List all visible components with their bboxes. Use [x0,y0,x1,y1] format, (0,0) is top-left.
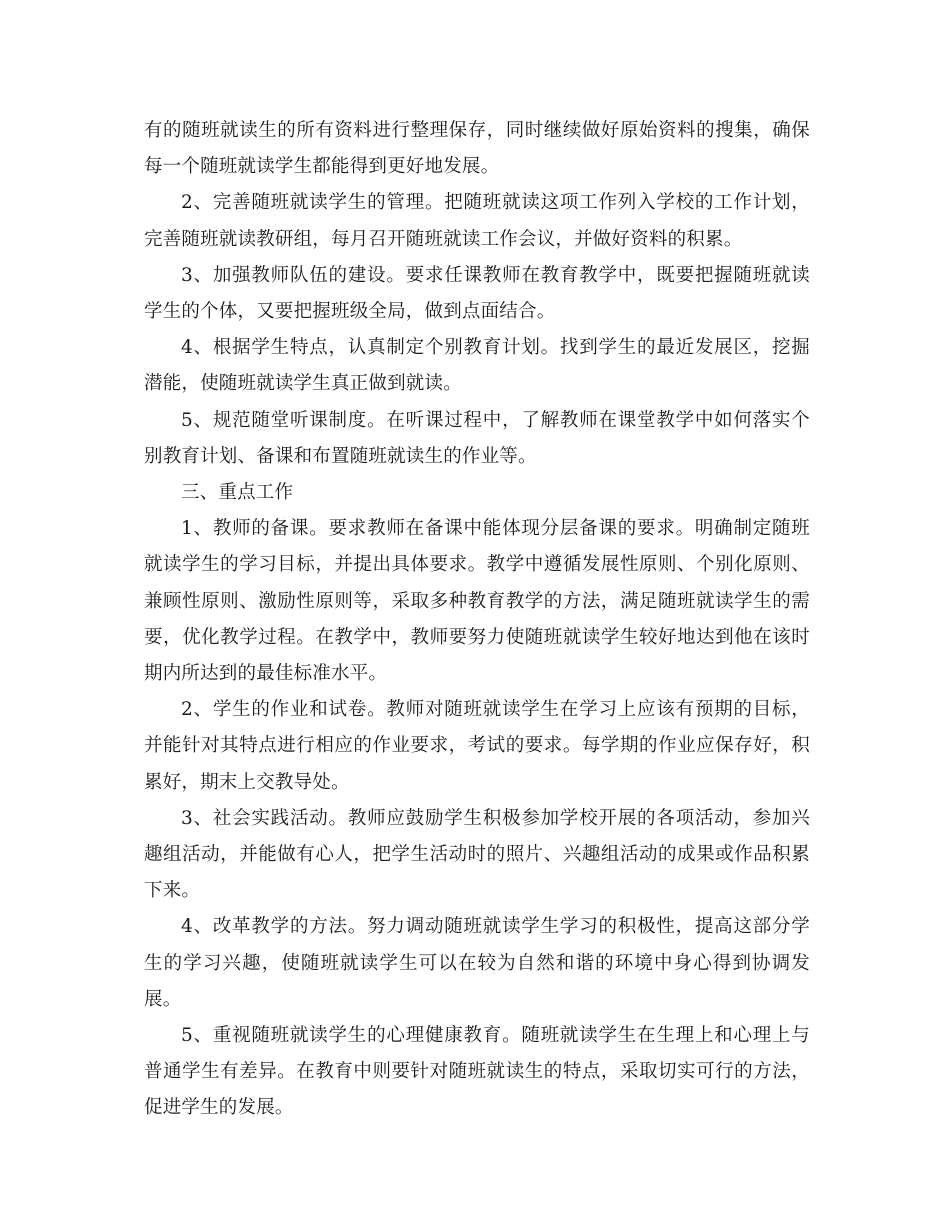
paragraph-4: 4、根据学生特点，认真制定个别教育计划。找到学生的最近发展区，挖掘潜能，使随班就读学生真正做到就读。 [144,337,810,395]
paragraph-2: 2、完善随班就读学生的管理。把随班就读这项工作列入学校的工作计划，完善随班就读教研组，每月召开随班就读工作会议，并做好资料的积累。 [144,192,810,250]
paragraph-7: 2、学生的作业和试卷。教师对随班就读学生在学习上应该有预期的目标，并能针对其特点进行相应的作业要求，考试的要求。每学期的作业应保存好，积累好，期末上交教导处。 [144,699,810,793]
section-heading: 三、重点工作 [181,482,294,504]
paragraph-1: 有的随班就读生的所有资料进行整理保存，同时继续做好原始资料的搜集，确保每一个随班就读学生都能得到更好地发展。 [144,120,810,178]
paragraph-10: 5、重视随班就读学生的心理健康教育。随班就读学生在生理上和心理上与普通学生有差异。在教育中则要针对随班就读生的特点，采取切实可行的方法，促进学生的发展。 [144,1025,810,1119]
paragraph-3: 3、加强教师队伍的建设。要求任课教师在教育教学中，既要把握随班就读学生的个体，又要把握班级全局，做到点面结合。 [144,264,810,323]
paragraph-8: 3、社会实践活动。教师应鼓励学生积极参加学校开展的各项活动，参加兴趣组活动，并能做有心人，把学生活动时的照片、兴趣组活动的成果或作品积累下来。 [144,807,810,902]
paragraph-6: 1、教师的备课。要求教师在备课中能体现分层备课的要求。明确制定随班就读学生的学习目标，并提出具体要求。教学中遵循发展性原则、个别化原则、兼顾性原则、激励性原则等，采取多种教育教学的方法，满足随班就读学生的需要，优化教学过程。在教学中，教师要努力使随班就读学生较好地达到他在该时期内所达到的最佳标准水平。 [144,518,810,685]
paragraph-9: 4、改革教学的方法。努力调动随班就读学生学习的积极性，提高这部分学生的学习兴趣，使随班就读学生可以在较为自然和谐的环境中身心得到协调发展。 [144,916,810,1010]
paragraph-5: 5、规范随堂听课制度。在听课过程中，了解教师在课堂教学中如何落实个别教育计划、备课和布置随班就读生的作业等。 [144,409,810,467]
document-body [144,113,810,1127]
